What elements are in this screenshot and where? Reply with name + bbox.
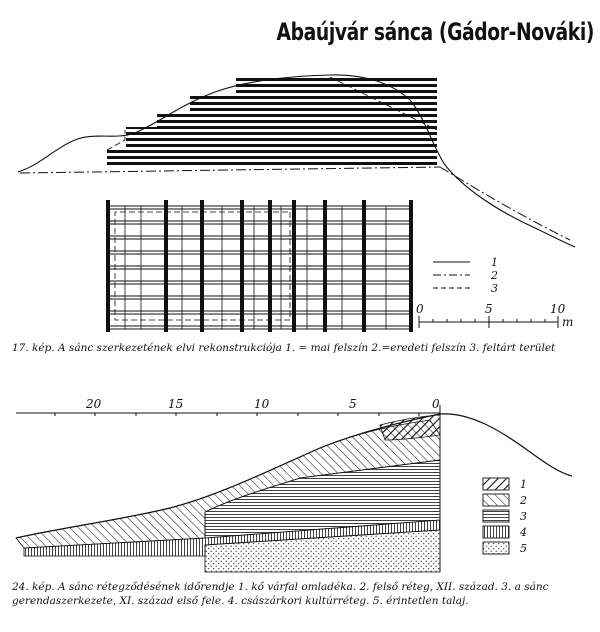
legend2-label: 1: [520, 478, 527, 491]
log-stack-step4: [190, 95, 437, 113]
legend1-label: 2: [491, 269, 498, 282]
figure1-caption: 17. kép. A sánc szerkezetének elvi rekonstrukciója 1. = mai felszín 2.=eredeti felszín 3. feltárt terület: [12, 342, 556, 354]
scale1-label: 0: [416, 302, 424, 316]
legend2-label: 2: [520, 494, 527, 507]
scale2-label: 20: [86, 397, 102, 411]
legend2-label: 4: [520, 526, 527, 539]
legend-figure1: [433, 256, 498, 295]
layer-1-stone-wall-debris: [380, 415, 440, 440]
legend2-label: 3: [520, 510, 527, 523]
page-title: Abaújvár sánca (Gádor-Nováki): [276, 18, 594, 46]
figure2-caption: 24. kép. A sánc rétegződésének időrendje 1. kő várfal omladéka. 2. felső réteg, XII. század. 3. a sánc gerendaszerkezete, XI. század első fele. 4. császárkori kultúrréteg. 5. érintetlen talaj.: [12, 581, 549, 607]
scale1-unit: m: [562, 315, 574, 329]
scale-axis-figure2: [16, 397, 440, 421]
scale1-label: 10: [550, 302, 566, 316]
legend1-label: 3: [491, 282, 498, 295]
legend2-label: 5: [520, 542, 527, 555]
scale2-label: 5: [349, 397, 357, 411]
scale2-label: 0: [432, 397, 440, 411]
legend1-label: 1: [491, 256, 498, 269]
log-stack-step3: [157, 112, 437, 128]
scale2-label: 15: [168, 397, 184, 411]
legend-figure2: [483, 478, 527, 555]
log-stack-lower: [107, 147, 437, 168]
scale-bar-figure1: [416, 302, 573, 329]
scale1-label: 5: [485, 302, 493, 316]
scale2-label: 10: [254, 397, 270, 411]
log-stack-step2: [126, 127, 437, 148]
rampart-plan-grid: [106, 200, 413, 332]
